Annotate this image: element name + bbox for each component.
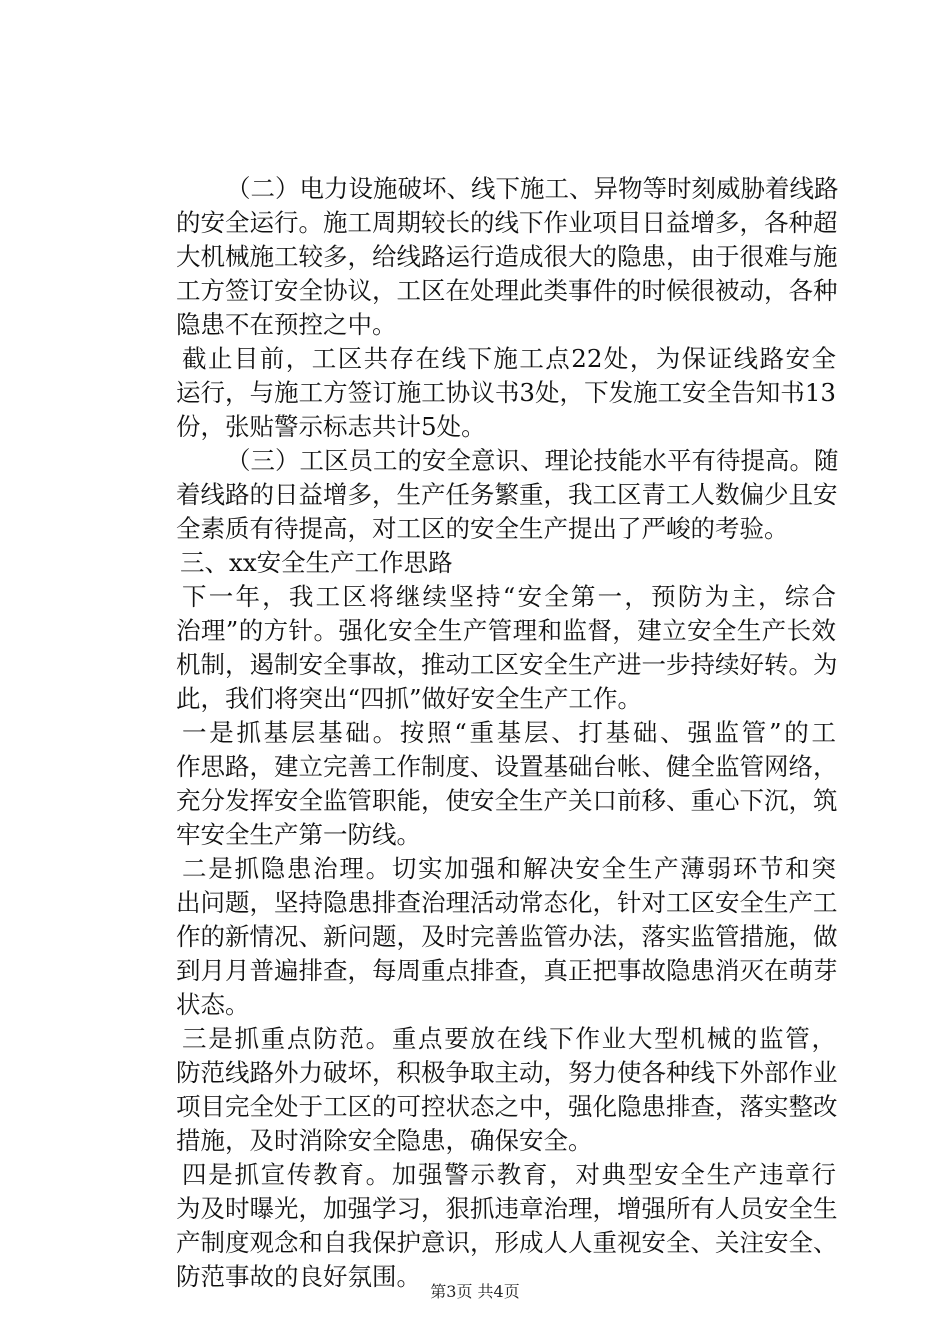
text-line: 状态。 [176,990,250,1019]
text-line: 充分发挥安全监管职能，使安全生产关口前移、重心下沉，筑 [176,786,838,815]
text-line: 大机械施工较多，给线路运行造成很大的隐患，由于很难与施 [176,242,838,271]
text-line: 防范事故的良好氛围。 [176,1262,421,1291]
text-line: 到月月普遍排查，每周重点排查，真正把事故隐患消灭在萌芽 [176,956,838,985]
text-line: 的安全运行。施工周期较长的线下作业项目日益增多，各种超 [176,208,838,237]
text-line: 一是抓基层基础。按照“重基层、打基础、强监管”的工 [182,718,836,747]
text-line: 三是抓重点防范。重点要放在线下作业大型机械的监管， [182,1024,836,1053]
text-line: 产制度观念和自我保护意识，形成人人重视安全、关注安全、 [176,1228,838,1257]
text-line: 机制，遏制安全事故，推动工区安全生产进一步持续好转。为 [176,650,838,679]
text-line: 工方签订安全协议，工区在处理此类事件的时候很被动，各种 [176,276,838,305]
text-line: 项目完全处于工区的可控状态之中，强化隐患排查，落实整改 [176,1092,838,1121]
text-line: 着线路的日益增多，生产任务繁重，我工区青工人数偏少且安 [176,480,838,509]
section-heading: 三、xx安全生产工作思路 [180,548,453,577]
text-line: 此，我们将突出“四抓”做好安全生产工作。 [176,684,643,713]
text-line: 截止目前，工区共存在线下施工点22处，为保证线路安全 [182,344,836,373]
text-line: （三）工区员工的安全意识、理论技能水平有待提高。随 [226,446,839,475]
text-line: （二）电力设施破坏、线下施工、异物等时刻威胁着线路 [226,174,839,203]
text-line: 为及时曝光，加强学习，狠抓违章治理，增强所有人员安全生 [176,1194,838,1223]
text-line: 防范线路外力破坏，积极争取主动，努力使各种线下外部作业 [176,1058,838,1087]
text-line: 全素质有待提高，对工区的安全生产提出了严峻的考验。 [176,514,789,543]
text-line: 四是抓宣传教育。加强警示教育，对典型安全生产违章行 [182,1160,836,1189]
text-line: 作的新情况、新问题，及时完善监管办法，落实监管措施，做 [176,922,838,951]
page-number: 第3页 共4页 [430,1282,520,1301]
text-line: 二是抓隐患治理。切实加强和解决安全生产薄弱环节和突 [182,854,836,883]
text-line: 份，张贴警示标志共计5处。 [176,412,486,441]
text-line: 作思路，建立完善工作制度、设置基础台帐、健全监管网络， [176,752,838,781]
text-line: 出问题，坚持隐患排查治理活动常态化，针对工区安全生产工 [176,888,838,917]
text-line: 下一年，我工区将继续坚持“安全第一，预防为主，综合 [182,582,836,611]
text-line: 牢安全生产第一防线。 [176,820,421,849]
text-line: 隐患不在预控之中。 [176,310,397,339]
text-line: 运行，与施工方签订施工协议书3处，下发施工安全告知书13 [176,378,836,407]
text-line: 措施，及时消除安全隐患，确保安全。 [176,1126,593,1155]
text-line: 治理”的方针。强化安全生产管理和监督，建立安全生产长效 [176,616,836,645]
